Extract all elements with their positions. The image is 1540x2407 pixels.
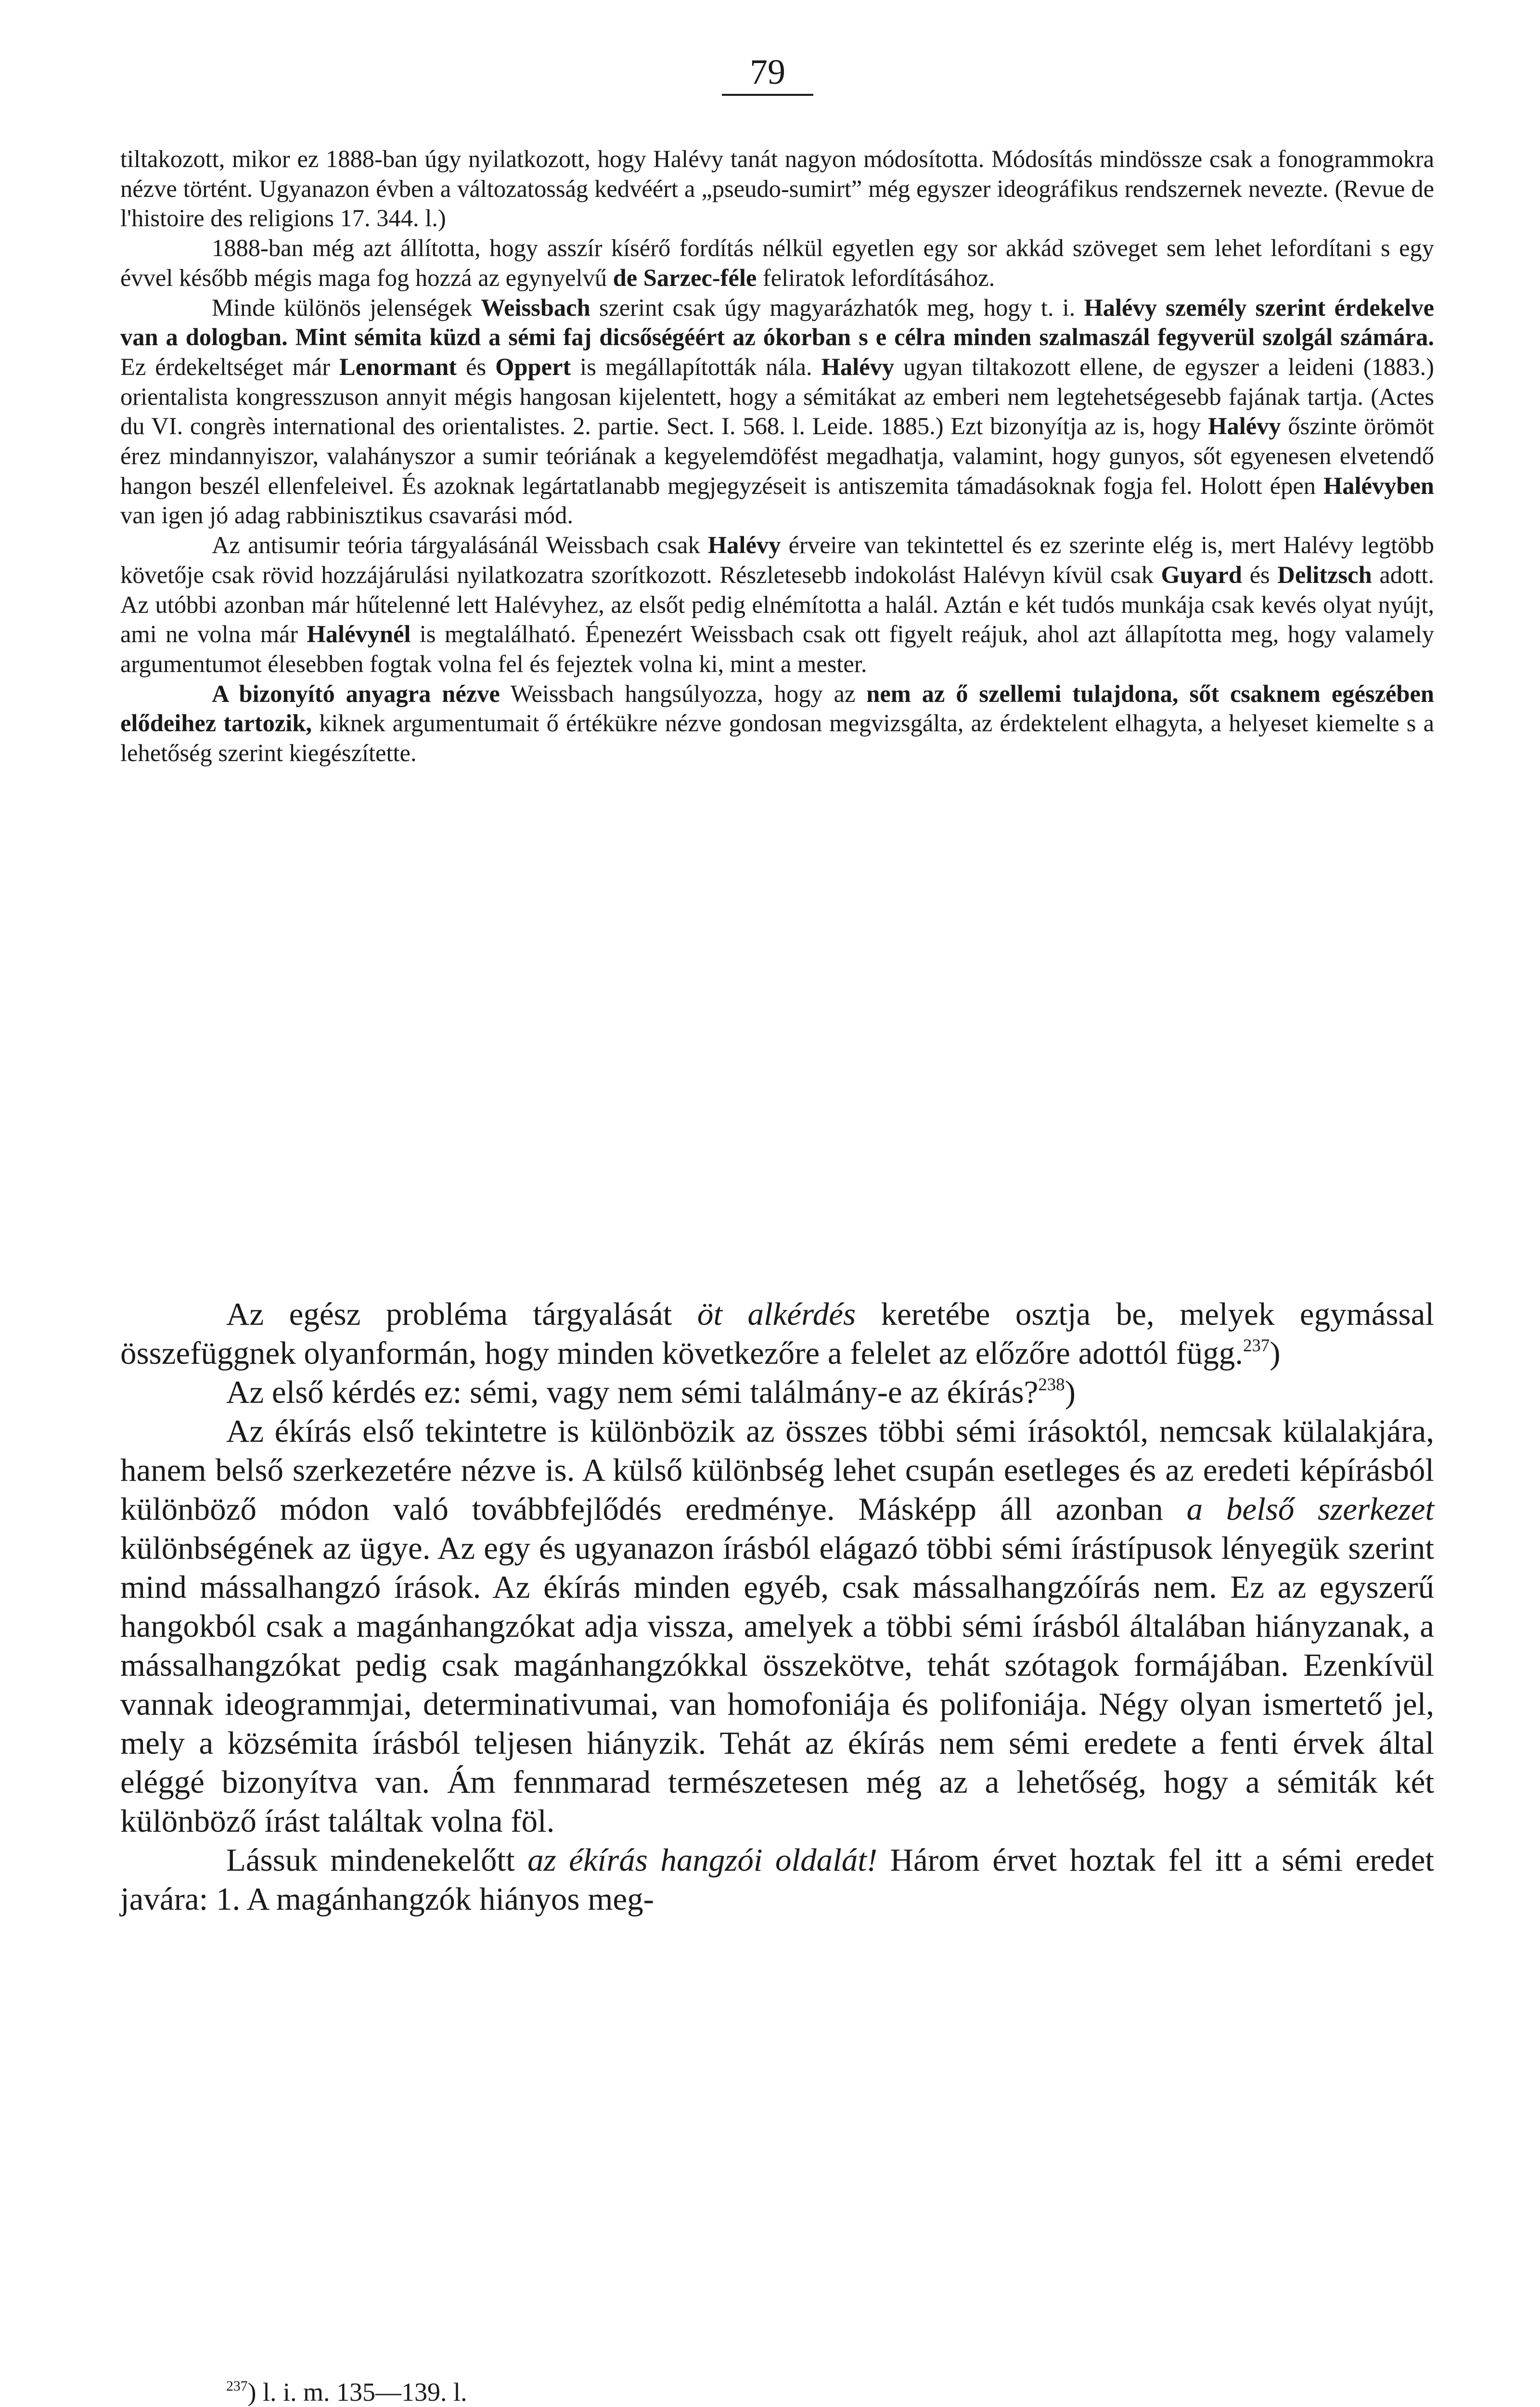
page-number: 79 [722, 51, 813, 96]
emphasis-bold: Guyard [1161, 561, 1242, 588]
paragraph: Az ékírás első tekintetre is különbözik az összes többi sémi írásoktól, nemcsak külalakjára, hanem belső szerkezetére nézve is. A külső különbség lehet csupán esetleges és az eredeti képírásból különböző módon való továbbfejlődés eredménye. Másképp áll azonban a belső szerkezet különbségének az ügye. Az egy és ugyanazon írásból elágazó többi sémi írástípusok lényegük szerint mind mássalhangzó írások. Az ékírás minden egyéb, csak mássalhangzóírás nem. Ez az egyszerű hangokból csak a magánhangzókat adja vissza, amelyek a többi sémi írásból általában hiányzanak, a mássalhangzókat pedig csak magánhangzókkal összekötve, tehát szótagok formájában. Ezenkívül vannak ideogrammjai, determinativumai, van homofoniája és polifoniája. Négy olyan ismertető jel, mely a közsémita írásból teljesen hiányzik. Tehát az ékírás nem sémi eredete a fenti érvek által eléggé bizonyítva van. Ám fennmarad természetesen még az a lehetőség, hogy a sémiták két különböző írást találtak volna föl. [120, 1413, 1434, 1839]
emphasis-italic: a belső szerkezet [1186, 1491, 1434, 1527]
emphasis-bold: de Sarzec-féle [613, 264, 757, 291]
paragraph: A bizonyító anyagra nézve Weissbach hangsúlyozza, hogy az nem az ő szellemi tulajdona, sőt csaknem egészében elődeihez tartozik, kiknek argumentumait ő értékükre nézve gondosan megvizsgálta, az érdektelent elhagyta, a helyeset kiemelte s a lehetőség szerint kiegészítette. [120, 680, 1434, 767]
emphasis-bold: Halévyben [1323, 472, 1434, 499]
paragraph: Az első kérdés ez: sémi, vagy nem sémi találmány-e az ékírás?$^{238}$) [226, 1374, 1076, 1410]
emphasis-bold: Weissbach [481, 294, 590, 321]
footnotes [226, 2373, 900, 2407]
small-print-section [120, 144, 1434, 768]
footnote-ref: 237 [1243, 1335, 1270, 1356]
emphasis-bold: Oppert [495, 353, 571, 380]
emphasis-italic: az ékírás hangzói oldalát! [527, 1842, 878, 1878]
emphasis-italic: öt alkérdés [697, 1296, 856, 1332]
emphasis-bold: A bizonyító anyagra nézve [212, 680, 500, 707]
paragraph: Minde különös jelenségek Weissbach szerint csak úgy magyarázhatók meg, hogy t. i. Halévy személy szerint érdekelve van a dologban. Mint sémita küzd a sémi faj dicsőségéért az ókorban s e célra minden szalmaszál fegyverül szolgál számára. Ez érdekeltséget már Lenormant és Oppert is megállapították nála. Halévy ugyan tiltakozott ellene, de egyszer a leideni (1883.) orientalista kongresszuson annyit mégis hangosan kijelentett, hogy a sémitákat az emberi nem legtehetségesebb fajának tartja. (Actes du VI. congrès international des orientalistes. 2. partie. Sect. I. 568. l. Leide. 1885.) Ezt bizonyítja az is, hogy Halévy őszinte örömöt érez mindannyiszor, valahányszor a sumir teóriának a kegyelemdöfést megadhatja, valamint, hogy gunyos, sőt egyenesen elvetendő hangon beszél ellenfeleivel. És azoknak legártatlanabb megjegyzéseit is antiszemita támadásoknak fogja fel. Holott épen Halévyben van igen jó adag rabbinisztikus csavarási mód. [120, 294, 1435, 529]
paragraph: 1888-ban még azt állította, hogy asszír kísérő fordítás nélkül egyetlen egy sor akkád szöveget sem lehet lefordítani s egy évvel később mégis maga fog hozzá az egynyelvű de Sarzec-féle feliratok lefordításához. [120, 234, 1434, 291]
emphasis-bold: nem az ő szellemi tulajdona, sőt csaknem egészében elődeihez tartozik, [120, 680, 1434, 737]
paragraph: Az antisumir teória tárgyalásánál Weissbach csak Halévy érveire van tekintettel és ez szerinte elég is, mert Halévy legtöbb követője csak rövid hozzájárulási nyilatkozatra szorítkozott. Részletesebb indokolást Halévyn kívül csak Guyard és Delitzsch adott. Az utóbbi azonban már hűtelenné lett Halévyhez, az elsőt pedig elnémította a halál. Aztán e két tudós munkája csak kevés olyat nyújt, ami ne volna már Halévynél is megtalálható. Épenezért Weissbach csak ott figyelt reájuk, ahol azt állapította meg, hogy valamely argumentumot élesebben fogtak volna fel és fejeztek volna ki, mint a mester. [120, 531, 1434, 677]
paragraph: Lássuk mindenekelőtt az ékírás hangzói oldalát! Három érvet hoztak fel itt a sémi eredet javára: 1. A magánhangzók hiányos meg- [120, 1842, 1435, 1917]
paragraph: Az egész probléma tárgyalását öt alkérdés keretébe osztja be, melyek egymással összefüggnek olyanformán, hogy minden következőre a felelet az előzőre adottól függ.$^{237}$) [120, 1296, 1434, 1371]
emphasis-bold: Halévy [821, 353, 895, 380]
footnote-ref: 238 [1038, 1374, 1065, 1395]
emphasis-bold: Lenormant [339, 353, 457, 380]
main-text-section [120, 1295, 1434, 1919]
paragraph: tiltakozott, mikor ez 1888-ban úgy nyilatkozott, hogy Halévy tanát nagyon módosította. Módosítás mindössze csak a fonogrammokra nézve történt. Ugyanazon évben a változatosság kedvéért a „pseudo-sumirt” még egyszer ideográfikus rendszernek nevezte. (Revue de l'histoire des religions 17. 344. l.) [120, 145, 1434, 232]
emphasis-bold: Halévy [1208, 413, 1281, 440]
emphasis-bold: Halévy személy szerint érdekelve van a dologban. Mint sémita küzd a sémi faj dicsőségéért az ókorban s e célra minden szalmaszál fegyverül szolgál számára. [120, 294, 1434, 351]
footnote: $^{237}$) l. i. m. 135—139. l. [226, 2378, 467, 2407]
footnote-number: 237 [226, 2379, 248, 2394]
emphasis-bold: Halévy [707, 531, 781, 559]
emphasis-bold: Halévynél [307, 621, 411, 648]
emphasis-bold: Delitzsch [1277, 561, 1372, 588]
